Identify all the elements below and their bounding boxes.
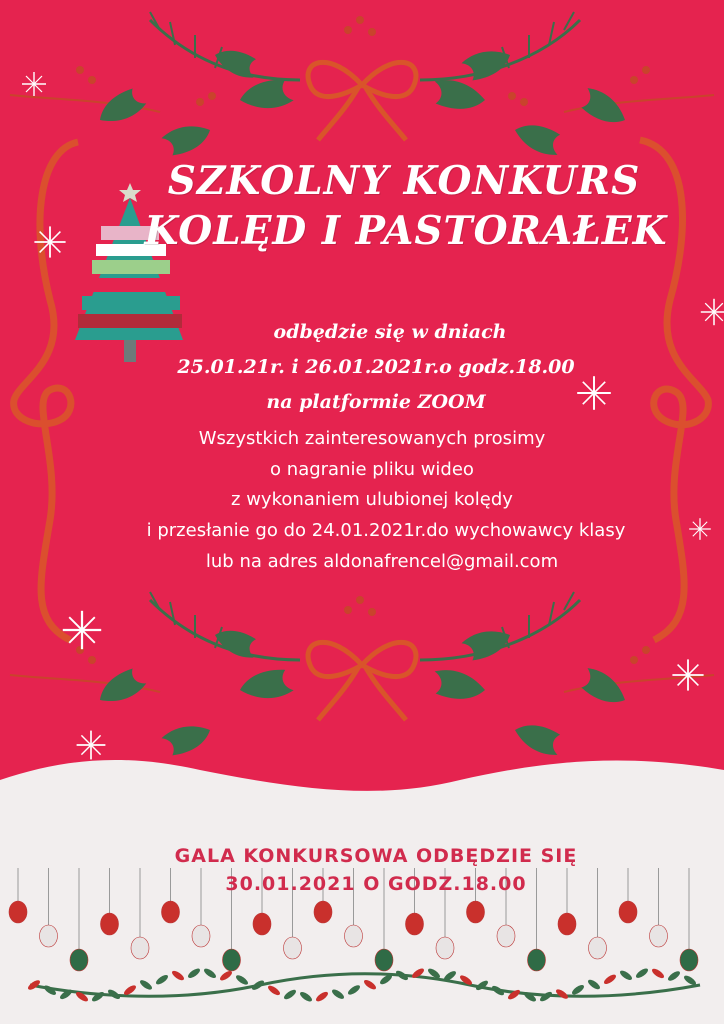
title-line-2: KOLĘD I PASTORAŁEK: [144, 208, 668, 254]
ornament-icon: [70, 949, 88, 971]
ornament-icon: [558, 913, 576, 935]
body-line-2: o nagranie pliku wideo: [270, 459, 474, 480]
ornament-icon: [589, 937, 607, 959]
ornament-icon: [680, 949, 698, 971]
ornament-icon: [162, 901, 180, 923]
ornament-icon: [101, 913, 119, 935]
ornament-icon: [497, 925, 515, 947]
gala-line-1: GALA KONKURSOWA ODBĘDZIE SIĘ: [174, 845, 578, 867]
body-line-3: z wykonaniem ulubionej kolędy: [231, 489, 513, 510]
ornament-icon: [375, 949, 393, 971]
ornament-icon: [619, 901, 637, 923]
body-line-4: i przesłanie go do 24.01.2021r.do wychowawcy klasy: [146, 520, 626, 541]
ornament-icon: [40, 925, 58, 947]
contest-dates: 25.01.21r. i 26.01.2021r.o godz.18.00: [177, 356, 575, 378]
ornament-icon: [314, 901, 332, 923]
ornament-icon: [406, 913, 424, 935]
ornament-icon: [528, 949, 546, 971]
ornament-icon: [223, 949, 241, 971]
body-line-1: Wszystkich zainteresowanych prosimy: [198, 428, 546, 449]
contact-email: lub na adres aldonafrencel@gmail.com: [205, 551, 559, 572]
gala-line-2: 30.01.2021 O GODZ.18.00: [225, 873, 527, 895]
ornament-icon: [192, 925, 210, 947]
ornament-icon: [9, 901, 27, 923]
ornament-icon: [284, 937, 302, 959]
ornament-icon: [253, 913, 271, 935]
ornament-icon: [131, 937, 149, 959]
ornament-icon: [650, 925, 668, 947]
ornament-icon: [467, 901, 485, 923]
ornament-icon: [345, 925, 363, 947]
ornament-icon: [436, 937, 454, 959]
title-line-1: SZKOLNY KONKURS: [167, 158, 641, 204]
platform-info: na platformie ZOOM: [266, 391, 486, 413]
date-intro: odbędzie się w dniach: [273, 321, 507, 343]
